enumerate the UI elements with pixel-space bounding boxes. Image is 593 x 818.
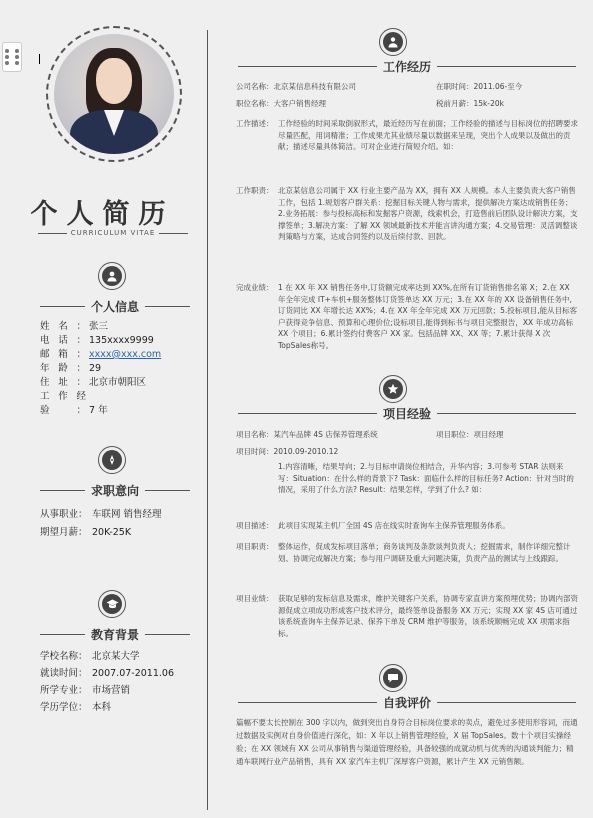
work-duty: 北京某信息公司属于 XX 行业主要产品为 XX，拥有 XX 人规模。本人主要负责大客户销售工作，包括 1.规划客户群关系：挖掘目标关键人物与需求，提供解决方案达成销售任务；2.业务拓展：参与投标高标和发掘客户资源，线索机会，打造售前后团队设计解决方案，支撑签单；3.解决方案：了解 XX 领域最新技术并能言讲沟通方案；4.交易管理：灵活调整谈判策略与方案，达成合同签约以及后续付款、回款。: [278, 186, 578, 241]
degree-row: 学历学位： 本科: [40, 702, 112, 713]
work-result: 1 在 XX 年 XX 销售任务中,订货额完成率达到 XX%,在所有订货销售排名第 X；2.在 XX 年全年完成 IT+车机+服务整体订货签单达 XX 万元；3.在 XX 年的 XX 设备销售任务中,订货同比 XX 年增长达 XX%；4.在 XX 年全年完成 XX 万元回款；5.投标项目,能从目标客户获得竞争信息、预算和心理价位;设标项目,能得到标书与项目完整报告，XX 年成功高标 XX 个项目；6.累计签约付费客户 XX 家。包括品牌 XX、XX 等；7.累计获得 X 次 TopSales称号。: [278, 283, 578, 350]
work-result-label: 完成业绩：: [236, 283, 274, 292]
work-company-row: 公司名称：北京某信息科技有限公司: [236, 82, 356, 91]
work-salary-row: 税前月薪：15k-20k: [436, 99, 504, 108]
project-result: 获取足够的发标信息及需求，维护关键客户关系，协调专家直讲方案预埋优势；协调内部资源促成立项成功形成客户技术评分，最终签单设备服务 XX 万元；实现 XX 家 4S 店可通过该系统查询车主保养记录、保养下单及 CRM 维护等服务，该系统顺畅完成 XX 项需求指标。: [278, 594, 578, 638]
name-row: 姓名： 张三: [40, 321, 109, 332]
page-title: 个人简历: [30, 199, 175, 230]
project-desc: 此项目实现某主机厂全国 4S 店在线实时查询车主保养管理服务体系。: [278, 521, 510, 530]
column-divider: [207, 30, 208, 810]
experience-row: 工作经验： 7 年: [40, 391, 108, 416]
work-desc: 工作经验的时间采取倒叙形式，最近经历写在前面；工作经验的描述与目标岗位的招聘要求尽量匹配，用词精准；工作成果尤其业绩尽量以数据来呈现，突出个人成果以及做出的贡献；描述尽量具体简洁。可对企业进行简短介绍。如：: [278, 119, 578, 151]
intent-info: [40, 508, 162, 540]
right-column: [216, 0, 588, 818]
work-duty-label: 工作职责：: [236, 186, 274, 195]
project-role-row: 项目职位：项目经理: [436, 430, 504, 439]
phone-row: 电话： 135xxxx9999: [40, 335, 154, 346]
project-time-row: 项目时间：2010.09-2010.12: [236, 447, 339, 456]
work-position-row: 职位名称：大客户销售经理: [236, 99, 326, 108]
avatar: [54, 34, 174, 154]
section-self: 自我评价: [238, 694, 576, 711]
section-project: 项目经验: [238, 405, 576, 422]
education-info: [40, 648, 174, 716]
salary-row: 期望月薪： 20K-25K: [40, 527, 132, 538]
job-row: 从事职业： 车联网 销售经理: [40, 509, 162, 520]
subtitle: CURRICULUM VITAE: [38, 229, 188, 237]
left-column: [0, 0, 205, 818]
school-row: 学校名称： 北京某大学: [40, 651, 140, 662]
compass-icon: [98, 446, 126, 474]
section-work: 工作经历: [238, 58, 576, 75]
person-icon: [98, 262, 126, 290]
section-personal: 个人信息: [40, 298, 190, 315]
self-evaluation: 篇幅不要太长控制在 300 字以内，做到突出自身符合目标岗位要求的卖点，避免过多使用形容词，而通过数据及实例对自身价值进行深化，如：X 年以上销售管理经验，X 届 TopSales。数十个项目实操经验；在 XX 领域有 XX 公司从事销售与渠道管理经验，具备较强的成就动机与优秀的沟通谈判能力；精通车联网行业产品销售，具有 XX 家汽车主机厂深厚客户资源，累计产生 XX 元销售额。: [236, 718, 578, 766]
email-link[interactable]: xxxx@xxx.com: [89, 349, 162, 360]
chat-icon: [379, 664, 407, 692]
personal-info: [40, 320, 161, 418]
major-row: 所学专业： 市场营销: [40, 685, 131, 696]
project-name-row: 项目名称：某汽车品牌 4S 店保养管理系统: [236, 430, 378, 439]
briefcase-person-icon: [379, 28, 407, 56]
project-star: 1.内容清晰，结果导向；2.与目标申请岗位相结合，升华内容；3.可参考 STAR 法则来写：Situation：在什么样的背景下? Task：面临什么样的目标任务? Action：针对当时的情况，采用了什么方法? Result：结果怎样，学到了什么? 如：: [278, 462, 574, 494]
email-row: 邮箱： xxxx@xxx.com: [40, 349, 162, 360]
project-desc-label: 项目描述：: [236, 521, 274, 530]
section-education: 教育背景: [40, 626, 190, 643]
graduation-cap-icon: [98, 590, 126, 618]
work-desc-label: 工作描述：: [236, 119, 274, 128]
project-duty: 整体运作，促成发标项目落单；商务谈判及条款谈判负责人；挖掘需求，制作详细完整计划、协调完成解决方案；参与用户调研及重大问题决策，负责产品的测试与上线跟踪。: [278, 542, 571, 563]
section-intent: 求职意向: [40, 482, 190, 499]
period-row: 就读时间： 2007.07-2011.06: [40, 668, 174, 679]
project-result-label: 项目业绩：: [236, 594, 274, 603]
star-badge-icon: [379, 375, 407, 403]
age-row: 年龄： 29: [40, 363, 102, 374]
address-row: 住址： 北京市朝阳区: [40, 377, 147, 388]
work-time-row: 在职时间：2011.06-至今: [436, 82, 523, 91]
project-duty-label: 项目职责：: [236, 542, 274, 551]
